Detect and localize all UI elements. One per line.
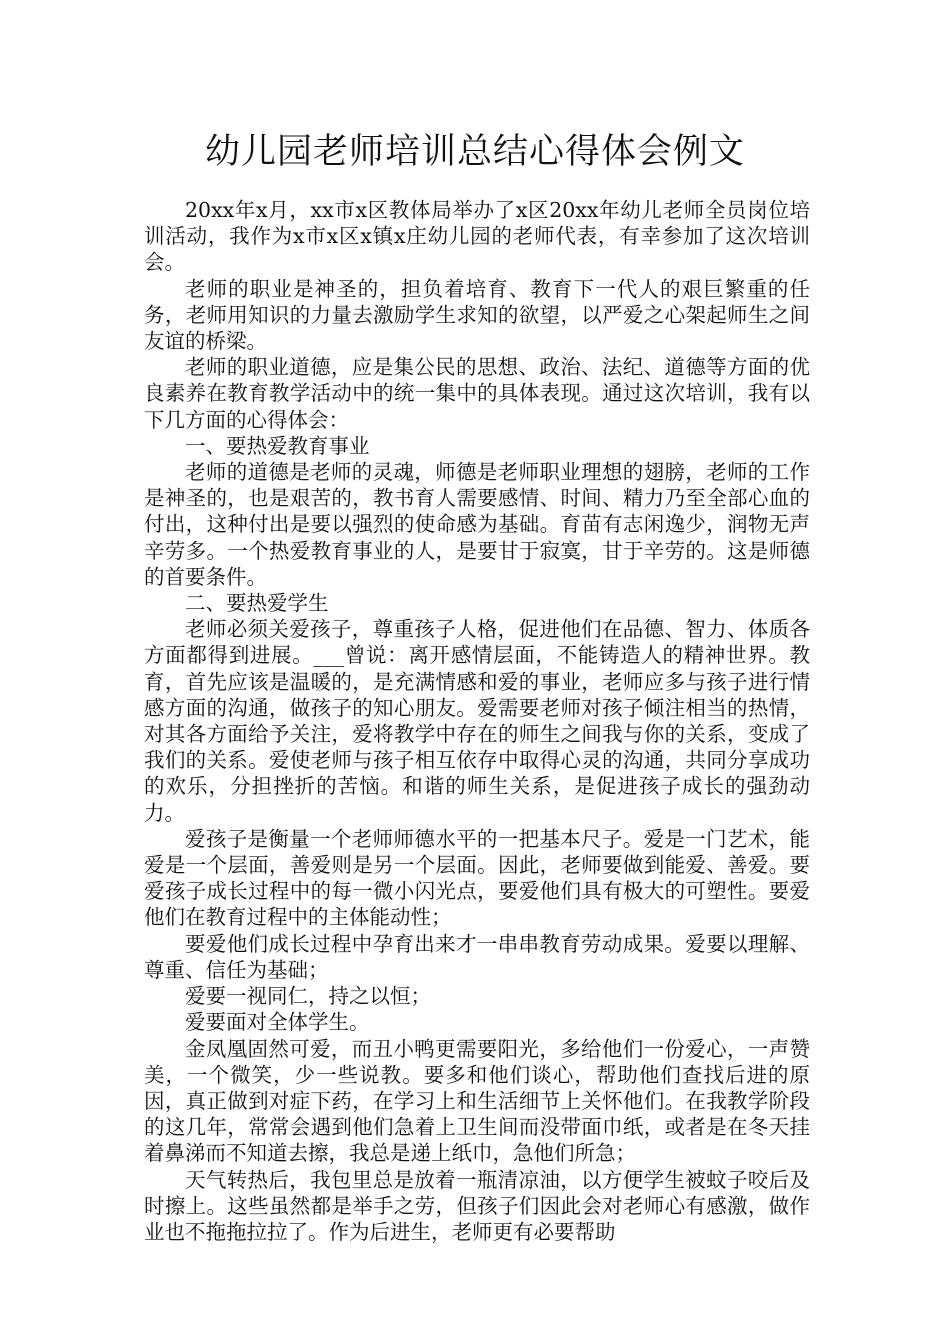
section-heading-1: 一、要热爱教育事业 bbox=[185, 433, 370, 458]
paragraph-love-education: 老师的道德是老师的灵魂，师德是老师职业理想的翅膀，老师的工作是神圣的，也是艰苦的，教书育人需要感情、时间、精力乃至全部心血的付出，这种付出是要以强烈的使命感为基础。育苗有志闲逸少，润物无声辛劳多。一个热爱教育事业的人，是要甘于寂寞，甘于辛劳的。这是师德的首要条件。 bbox=[144, 460, 810, 589]
paragraph-equal-treatment: 爱要一视同仁，持之以恒； bbox=[185, 984, 431, 1009]
paragraph-hot-weather: 天气转热后，我包里总是放着一瓶清凉油，以方便学生被蚊子咬后及时擦上。这些虽然都是举手之劳，但孩子们因此会对老师心有感激，做作业也不拖拖拉拉了。作为后进生，老师更有必要帮助 bbox=[144, 1167, 810, 1244]
paragraph-professional-ethics: 老师的职业道德，应是集公民的思想、政治、法纪、道德等方面的优良素养在教育教学活动中的统一集中的具体表现。通过这次培训，我有以下几方面的心得体会： bbox=[144, 355, 810, 432]
paragraph-all-students: 爱要面对全体学生。 bbox=[185, 1010, 370, 1035]
paragraph-care-children: 老师必须关爱孩子，尊重孩子人格，促进他们在品德、智力、体质各方面都得到进展。___曾说：离开感情层面，不能铸造人的精神世界。教育，首先应该是温暖的，是充满情感和爱的事业，老师应多与孩子进行情感方面的沟通，做孩子的知心朋友。爱需要老师对孩子倾注相当的热情，对其各方面给予关注，爱将教学中存在的师生之间我与你的关系，变成了我们的关系。爱使老师与孩子相互依存中取得心灵的沟通，共同分享成功的欢乐，分担挫折的苦恼。和谐的师生关系，是促进孩子成长的强劲动力。 bbox=[144, 617, 810, 825]
document-title: 幼儿园老师培训总结心得体会例文 bbox=[204, 132, 745, 172]
section-heading-2: 二、要热爱学生 bbox=[185, 591, 329, 616]
paragraph-ugly-duckling: 金凤凰固然可爱，而丑小鸭更需要阳光，多给他们一份爱心，一声赞美，一个微笑，少一些说教。要多和他们谈心，帮助他们查找后进的原因，真正做到对症下药，在学习上和生活细节上关怀他们。在我教学阶段的这几年，常常会遇到他们急着上卫生间而没带面巾纸，或者是在冬天挂着鼻涕而不知道去擦，我总是递上纸巾，急他们所急； bbox=[144, 1036, 810, 1166]
paragraph-teacher-profession: 老师的职业是神圣的，担负着培育、教育下一代人的艰巨繁重的任务，老师用知识的力量去激励学生求知的欲望，以严爱之心架起师生之间友谊的桥梁。 bbox=[144, 276, 810, 354]
document-body bbox=[144, 197, 810, 1245]
paragraph-love-measure: 爱孩子是衡量一个老师师德水平的一把基本尺子。爱是一门艺术，能爱是一个层面，善爱则是另一个层面。因此，老师要做到能爱、善爱。要爱孩子成长过程中的每一微小闪光点，要爱他们具有极大的可塑性。要爱他们在教育过程中的主体能动性； bbox=[144, 826, 810, 930]
paragraph-love-results: 要爱他们成长过程中孕育出来才一串串教育劳动成果。爱要以理解、尊重、信任为基础； bbox=[144, 931, 810, 982]
paragraph-intro: 20xx年x月，xx市x区教体局举办了x区20xx年幼儿老师全员岗位培训活动，我作为x市x区x镇x庄幼儿园的老师代表，有幸参加了这次培训会。 bbox=[144, 198, 810, 275]
